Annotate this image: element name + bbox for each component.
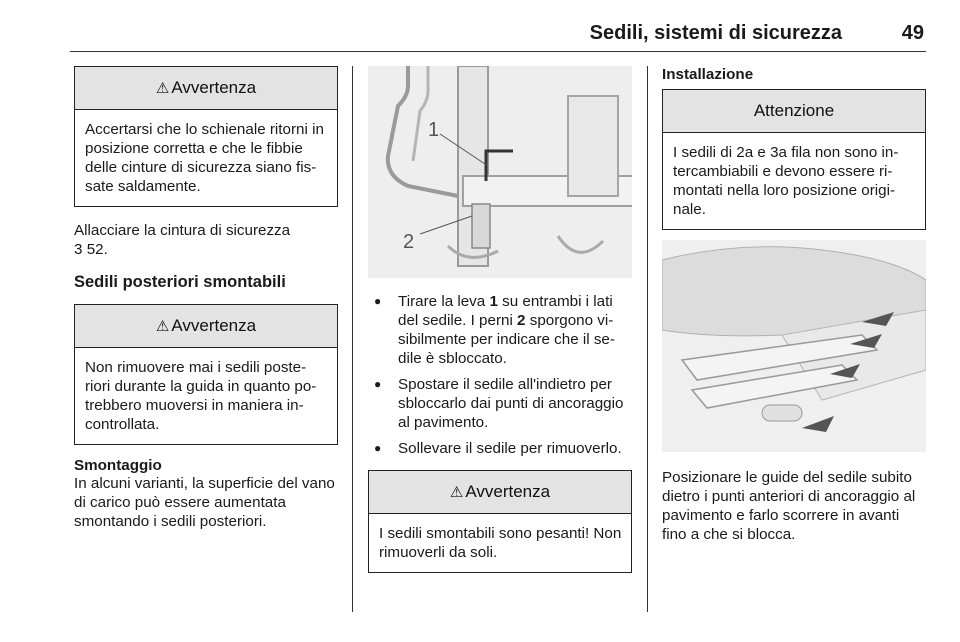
warning-box-title	[75, 67, 337, 110]
page-reference	[74, 240, 338, 259]
left-column	[74, 66, 338, 531]
warning-box-title	[369, 471, 631, 514]
warning-box	[74, 66, 338, 207]
header-rule	[70, 51, 926, 52]
page-header	[70, 22, 926, 50]
seat-rails-illustration	[662, 240, 926, 452]
list-item: ● Tirare la leva 1 su entrambi i lati del sedile. I perni 2 sporgono vi-sibilmente per indicare che il se-dile è sbloccato.	[368, 292, 632, 368]
removal-text: In alcuni varianti, la superficie del vano di carico può essere aumentata smontando i sedili posteriori.	[74, 475, 335, 530]
reference-icon: 3	[74, 241, 83, 258]
warning-title: Avvertenza	[171, 78, 257, 97]
label-lever: 1	[428, 119, 440, 141]
seat-latch-drawing	[368, 66, 632, 278]
warning-text: Accertarsi che lo schienale ritorni in posizione corretta e che le fibbie delle cinture di sicurezza siano fis-sate saldamente.	[85, 121, 324, 195]
warning-title: Avvertenza	[171, 316, 257, 335]
page-number: 49	[901, 22, 924, 44]
warning-text: Non rimuovere mai i sedili poste-riori durante la guida in quanto po-trebbero muoversi in maniera in-controllata.	[85, 359, 317, 433]
list-item: ● Spostare il sedile all'indietro per sbloccarlo dai punti di ancoraggio al pavimento.	[368, 375, 632, 432]
column-divider	[352, 66, 353, 612]
list-item: ● Sollevare il sedile per rimuoverlo.	[368, 439, 632, 458]
caution-text: I sedili di 2a e 3a fila non sono in-tercambiabili e devono essere ri-montati nella loro posizione origi-nale.	[673, 144, 899, 218]
warning-box	[74, 304, 338, 445]
removal-heading: Smontaggio	[74, 457, 162, 474]
seat-latch-illustration	[368, 66, 632, 278]
removal-section	[74, 457, 338, 531]
section-title: Sedili posteriori smontabili	[74, 273, 286, 291]
install-heading: Installazione	[662, 66, 754, 83]
warning-box	[368, 470, 632, 573]
warning-icon: ⚠	[155, 80, 170, 97]
warning-icon: ⚠	[449, 484, 464, 501]
label-pins: 2	[403, 231, 415, 253]
install-text: Posizionare le guide del sedile subito dietro i punti anteriori di ancoraggio al pavimento e farlo scorrere in avanti fino a che si blocca.	[662, 469, 916, 543]
warning-title: Avvertenza	[465, 482, 551, 501]
seat-rails-drawing	[662, 240, 926, 452]
caution-box	[662, 89, 926, 230]
procedure-list	[368, 292, 632, 458]
right-column	[662, 66, 926, 544]
middle-column	[368, 66, 632, 573]
fasten-text: Allacciare la cintura di sicurezza	[74, 222, 291, 239]
fasten-paragraph	[74, 221, 338, 259]
column-divider	[647, 66, 648, 612]
reference-page: 52.	[86, 241, 108, 258]
warning-box-title	[75, 305, 337, 348]
warning-text: I sedili smontabili sono pesanti! Non rimuoverli da soli.	[379, 525, 622, 561]
caution-title: Attenzione	[663, 90, 925, 133]
header-title: Sedili, sistemi di sicurezza	[589, 22, 842, 44]
warning-icon: ⚠	[155, 318, 170, 335]
